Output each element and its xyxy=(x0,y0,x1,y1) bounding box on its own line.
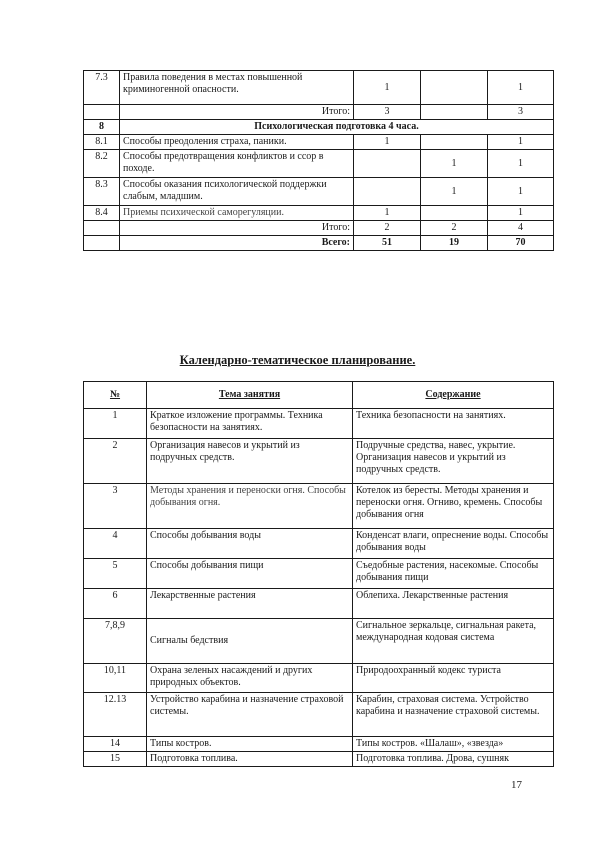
lesson-number: 10,11 xyxy=(84,664,147,693)
hours-total: 1 xyxy=(488,150,554,178)
row-title: Способы оказания психологической поддержки слабым, младшим. xyxy=(120,178,354,206)
row-number xyxy=(84,221,120,236)
lesson-content: Съедобные растения, насекомые. Способы добывания пищи xyxy=(353,559,554,589)
table-row xyxy=(84,693,554,737)
lesson-number: 15 xyxy=(84,752,147,767)
table-row xyxy=(84,752,554,767)
hours-a xyxy=(354,178,421,206)
lesson-number: 3 xyxy=(84,484,147,529)
row-title: Правила поведения в местах повышенной криминогенной опасности. xyxy=(120,71,354,105)
table-row xyxy=(84,484,554,529)
lesson-content: Техника безопасности на занятиях. xyxy=(353,409,554,439)
hours-a: 2 xyxy=(354,221,421,236)
hours-total: 1 xyxy=(488,206,554,221)
hours-total: 70 xyxy=(488,236,554,251)
row-number: 8.4 xyxy=(84,206,120,221)
table-row xyxy=(84,737,554,752)
table-row xyxy=(84,409,554,439)
row-title: Приемы психической саморегуляции. xyxy=(120,206,354,221)
lesson-number: 6 xyxy=(84,589,147,619)
lesson-number: 2 xyxy=(84,439,147,484)
table-row xyxy=(84,664,554,693)
table-row xyxy=(84,178,554,206)
lesson-topic: Устройство карабина и назначение страховой системы. xyxy=(147,693,353,737)
hours-b xyxy=(421,206,488,221)
lesson-topic: Сигналы бедствия xyxy=(147,619,353,664)
lesson-content: Сигнальное зеркальце, сигнальная ракета, международная кодовая система xyxy=(353,619,554,664)
lesson-number: 5 xyxy=(84,559,147,589)
lesson-content: Подручные средства, навес, укрытие. Организация навесов и укрытий из подручных средств. xyxy=(353,439,554,484)
lesson-number: 12.13 xyxy=(84,693,147,737)
table-row xyxy=(84,71,554,105)
hours-a: 1 xyxy=(354,71,421,105)
hours-b xyxy=(421,71,488,105)
hours-b: 2 xyxy=(421,221,488,236)
hours-total: 1 xyxy=(488,135,554,150)
hours-b: 1 xyxy=(421,178,488,206)
lesson-topic: Методы хранения и переноски огня. Способы добывания огня. xyxy=(147,484,353,529)
column-header-topic: Тема занятия xyxy=(147,382,353,409)
lesson-content: Котелок из бересты. Методы хранения и переноски огня. Огниво, кремень. Способы добывания огня xyxy=(353,484,554,529)
table-row xyxy=(84,150,554,178)
lesson-number: 1 xyxy=(84,409,147,439)
hours-b: 19 xyxy=(421,236,488,251)
hours-total: 3 xyxy=(488,105,554,120)
table-row xyxy=(84,529,554,559)
hours-a xyxy=(354,150,421,178)
lesson-content: Карабин, страховая система. Устройство карабина и назначение страховой системы. xyxy=(353,693,554,737)
table-section-row xyxy=(84,120,554,135)
hours-b xyxy=(421,135,488,150)
table-row xyxy=(84,135,554,150)
total-label: Итого: xyxy=(120,105,354,120)
table-row-total xyxy=(84,221,554,236)
hours-a: 1 xyxy=(354,206,421,221)
total-label: Итого: xyxy=(120,221,354,236)
row-number: 8.3 xyxy=(84,178,120,206)
table-row xyxy=(84,206,554,221)
hours-total: 1 xyxy=(488,71,554,105)
page-title: Календарно-тематическое планирование. xyxy=(179,353,416,367)
lesson-content: Природоохранный кодекс туриста xyxy=(353,664,554,693)
row-number: 8.1 xyxy=(84,135,120,150)
hours-a: 3 xyxy=(354,105,421,120)
lesson-topic: Охрана зеленых насаждений и других природных объектов. xyxy=(147,664,353,693)
table-row-total xyxy=(84,105,554,120)
hours-table xyxy=(83,70,554,251)
hours-a: 1 xyxy=(354,135,421,150)
section-number: 8 xyxy=(84,120,120,135)
page-number: 17 xyxy=(511,779,522,791)
lesson-content: Подготовка топлива. Дрова, сушняк xyxy=(353,752,554,767)
calendar-plan-table xyxy=(83,381,554,767)
hours-total: 1 xyxy=(488,178,554,206)
lesson-content: Облепиха. Лекарственные растения xyxy=(353,589,554,619)
row-title: Способы преодоления страха, паники. xyxy=(120,135,354,150)
table-row xyxy=(84,439,554,484)
table-row xyxy=(84,559,554,589)
column-header-number: № xyxy=(84,382,147,409)
row-title: Способы предотвращения конфликтов и ссор в походе. xyxy=(120,150,354,178)
lesson-topic: Краткое изложение программы. Техника безопасности на занятиях. xyxy=(147,409,353,439)
table-row-grand-total xyxy=(84,236,554,251)
lesson-topic: Типы костров. xyxy=(147,737,353,752)
lesson-topic: Способы добывания воды xyxy=(147,529,353,559)
lesson-topic: Подготовка топлива. xyxy=(147,752,353,767)
lesson-number: 14 xyxy=(84,737,147,752)
hours-b xyxy=(421,105,488,120)
lesson-topic: Способы добывания пищи xyxy=(147,559,353,589)
hours-total: 4 xyxy=(488,221,554,236)
lesson-topic: Лекарственные растения xyxy=(147,589,353,619)
column-header-content: Содержание xyxy=(353,382,554,409)
row-number xyxy=(84,236,120,251)
hours-a: 51 xyxy=(354,236,421,251)
row-number: 7.3 xyxy=(84,71,120,105)
section-title: Психологическая подготовка 4 часа. xyxy=(120,120,554,135)
table-header-row xyxy=(84,382,554,409)
lesson-content: Конденсат влаги, опреснение воды. Способы добывания воды xyxy=(353,529,554,559)
table-row xyxy=(84,589,554,619)
lesson-content: Типы костров. «Шалаш», «звезда» xyxy=(353,737,554,752)
row-number: 8.2 xyxy=(84,150,120,178)
lesson-number: 4 xyxy=(84,529,147,559)
hours-b: 1 xyxy=(421,150,488,178)
grand-total-label: Всего: xyxy=(120,236,354,251)
table-row xyxy=(84,619,554,664)
row-number xyxy=(84,105,120,120)
lesson-topic: Организация навесов и укрытий из подручных средств. xyxy=(147,439,353,484)
lesson-number: 7,8,9 xyxy=(84,619,147,664)
